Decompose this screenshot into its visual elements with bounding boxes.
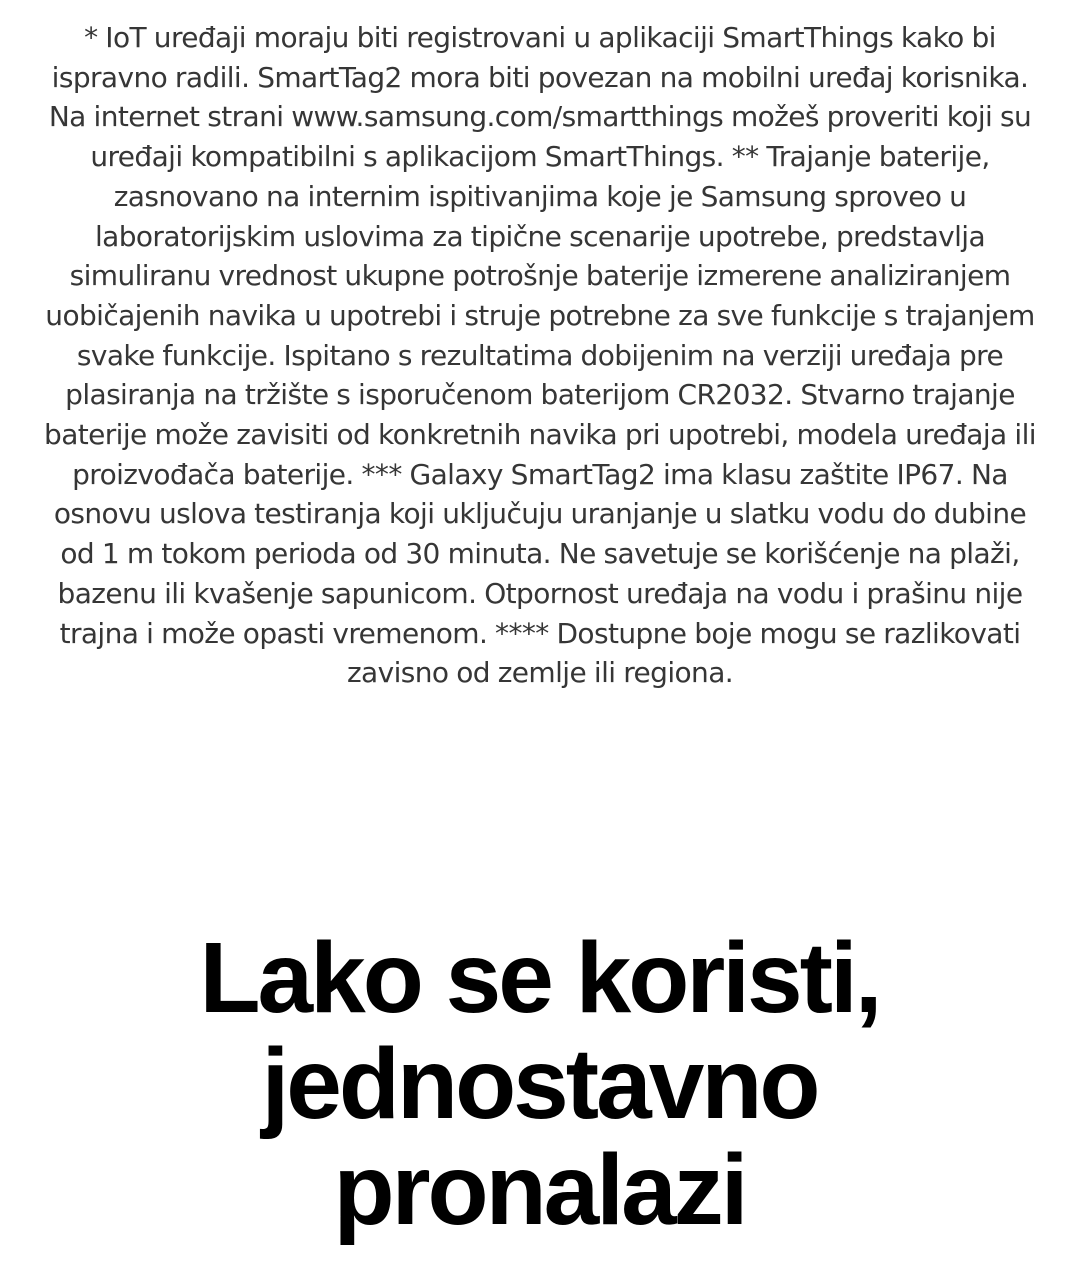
headline-line-3: pronalazi <box>333 1134 746 1246</box>
section-headline <box>0 922 1079 1246</box>
headline-line-2: jednostavno <box>261 1028 818 1140</box>
footnote-disclaimer: * IoT uređaji moraju biti registrovani u aplikaciji SmartThings kako bi ispravno radili. SmartTag2 mora biti povezan na mobilni uređaj korisnika. Na internet strani www.samsung.com/smartthings možeš proveriti koji su uređaji kompatibilni s aplikacijom SmartThings. ** Trajanje baterije, zasnovano na internim ispitivanjima koje je Samsung sproveo u laboratorijskim uslovima za tipične scenarije upotrebe, predstavlja simuliranu vrednost ukupne potrošnje baterije izmerene analiziranjem uobičajenih navika u upotrebi i struje potrebne za sve funkcije s trajanjem svake funkcije. Ispitano s rezultatima dobijenim na verziji uređaja pre plasiranja na tržište s isporučenom baterijom CR2032. Stvarno trajanje baterije može zavisiti od konkretnih navika pri upotrebi, modela uređaja ili proizvođača baterije. *** Galaxy SmartTag2 ima klasu zaštite IP67. Na osnovu uslova testiranja koji uključuju uranjanje u slatku vodu do dubine od 1 m tokom perioda od 30 minuta. Ne savetuje se korišćenje na plaži, bazenu ili kvašenje sapunicom. Otpornost uređaja na vodu i prašinu nije trajna i može opasti vremenom. **** Dostupne boje mogu se razlikovati zavisno od zemlje ili regiona. <box>44 21 1036 690</box>
headline-line-1: Lako se koristi, <box>199 922 880 1034</box>
